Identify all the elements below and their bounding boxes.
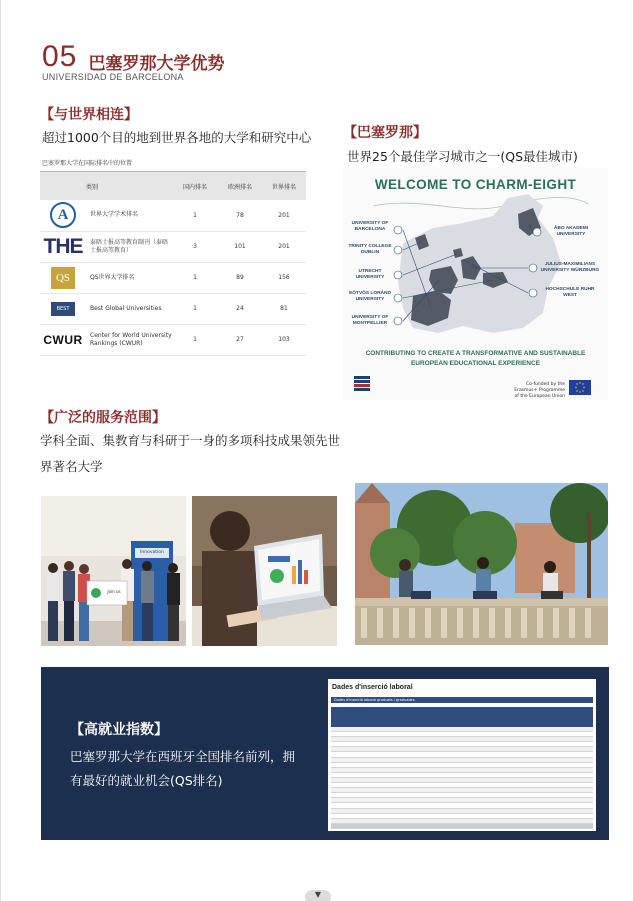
services-text-line2: 界著名大学 <box>40 459 103 474</box>
world-text: 超过1000个目的地到世界各地的大学和研究中心 <box>42 130 312 145</box>
europe-rank: 101 <box>218 231 262 262</box>
world-rank: 81 <box>262 293 306 324</box>
university-label: UTRECHT UNIVERSITY <box>355 269 385 280</box>
banner-sign-text: Innovation <box>140 550 164 555</box>
laptop-analytics-photo <box>192 496 337 646</box>
logo-cell <box>40 231 86 262</box>
table-row <box>40 293 306 324</box>
europe-rank: 24 <box>218 293 262 324</box>
column-header: 世界排名 <box>262 172 306 200</box>
national-rank: 1 <box>172 324 218 355</box>
ranking-grid <box>40 172 306 356</box>
employment-text: 巴塞罗那大学在西班牙全国排名前列，拥有最好的就业机会(QS排名) <box>70 749 296 788</box>
data-table-body <box>328 727 596 829</box>
table-row <box>40 200 306 231</box>
ranking-header-row <box>40 172 306 200</box>
page-down-marker[interactable]: ▼ <box>305 890 331 901</box>
column-header: 类别 <box>86 172 172 200</box>
logo-cell <box>40 324 86 355</box>
national-rank: 3 <box>172 231 218 262</box>
students-group-image <box>41 496 186 646</box>
eu-flag-icon <box>569 380 591 395</box>
national-rank: 1 <box>172 262 218 293</box>
data-table-strip: Dades d'inserció laboral graduats i graduades <box>331 697 593 703</box>
table-row <box>40 262 306 293</box>
ub-shield-icon <box>353 374 371 394</box>
column-header: 欧洲排名 <box>218 172 262 200</box>
ranking-name: QS世界大学排名 <box>86 262 172 293</box>
ranking-caption: 巴塞罗那大学在国际排名中的位置 <box>40 156 306 172</box>
students-group-photo <box>41 496 186 646</box>
column-header: 国内排名 <box>172 172 218 200</box>
europe-rank: 78 <box>218 200 262 231</box>
table-total-row <box>331 824 593 829</box>
cwur-logo-icon: CWUR <box>43 332 83 347</box>
university-label: JULIUS-MAXIMILIANS UNIVERSITY WÜRZBURG <box>540 262 600 273</box>
section-number: 05 <box>42 40 78 73</box>
page-title: 巴塞罗那大学优势 <box>88 54 225 74</box>
page-subtitle: UNIVERSIDAD DE BARCELONA <box>42 72 184 82</box>
employment-banner <box>41 667 609 840</box>
map-footer: CONTRIBUTING TO CREATE A TRANSFORMATIVE AND SUSTAINABLE EUROPEAN EDUCATIONAL EXPERIENCE <box>365 350 586 367</box>
ranking-name: 泰晤士报高等教育副刊（泰晤士报高等教育） <box>86 231 172 262</box>
table-row <box>40 324 306 355</box>
campus-students-image <box>355 483 608 645</box>
barcelona-text: 世界25个最佳学习城市之一(QS最佳城市) <box>347 149 578 164</box>
eu-cofunded-text: Co-funded by the Erasmus+ Programme of the European Union <box>514 382 565 399</box>
university-label: TRINITY COLLEGE DUBLIN <box>348 244 392 255</box>
page-header <box>42 42 224 82</box>
logo-cell <box>40 200 86 231</box>
world-rank: 156 <box>262 262 306 293</box>
logo-cell <box>40 262 86 293</box>
laptop-analytics-image <box>192 496 337 646</box>
map-title: WELCOME TO CHARM-EIGHT <box>374 177 577 192</box>
employment-heading: 【高就业指数】 <box>70 722 168 738</box>
university-label: EÖTVÖS LORÁND UNIVERSITY <box>349 291 391 302</box>
charm-eight-map <box>343 168 608 400</box>
arwu-logo-icon: A <box>50 202 76 228</box>
world-rank: 201 <box>262 200 306 231</box>
services-heading: 【广泛的服务范围】 <box>40 410 166 426</box>
ranking-name: Center for World University Rankings (CWUR) <box>86 324 172 355</box>
world-heading: 【与世界相连】 <box>40 107 138 123</box>
data-table-title: Dades d'inserció laboral <box>332 684 413 691</box>
europe-rank: 89 <box>218 262 262 293</box>
board-text: Join us <box>107 589 121 594</box>
qs-logo-icon: QS <box>51 267 75 289</box>
the-logo-icon: THE <box>43 234 83 258</box>
world-rank: 201 <box>262 231 306 262</box>
university-label: HOCHSCHULE RUHR WEST <box>545 287 595 298</box>
university-label: ÅBO AKADEMI UNIVERSITY <box>553 226 589 237</box>
university-label: UNIVERSITY OF BARCELONA <box>351 221 389 232</box>
ranking-table <box>40 156 306 356</box>
employment-data-table <box>328 679 596 831</box>
university-label: UNIVERSITY OF MONTPELLIER <box>351 315 389 326</box>
services-text-line1: 学科全面、集教育与科研于一身的多项科技成果领先世 <box>40 433 341 448</box>
logo-column-header <box>40 172 86 200</box>
world-rank: 103 <box>262 324 306 355</box>
logo-cell <box>40 293 86 324</box>
national-rank: 1 <box>172 200 218 231</box>
ranking-name: 世界大学学术排名 <box>86 200 172 231</box>
data-table-header <box>331 707 593 727</box>
national-rank: 1 <box>172 293 218 324</box>
europe-rank: 27 <box>218 324 262 355</box>
bgu-logo-icon: BEST <box>51 302 75 316</box>
table-row <box>40 231 306 262</box>
ranking-name: Best Global Universities <box>86 293 172 324</box>
barcelona-heading: 【巴塞罗那】 <box>343 125 427 141</box>
campus-students-photo <box>355 483 608 645</box>
